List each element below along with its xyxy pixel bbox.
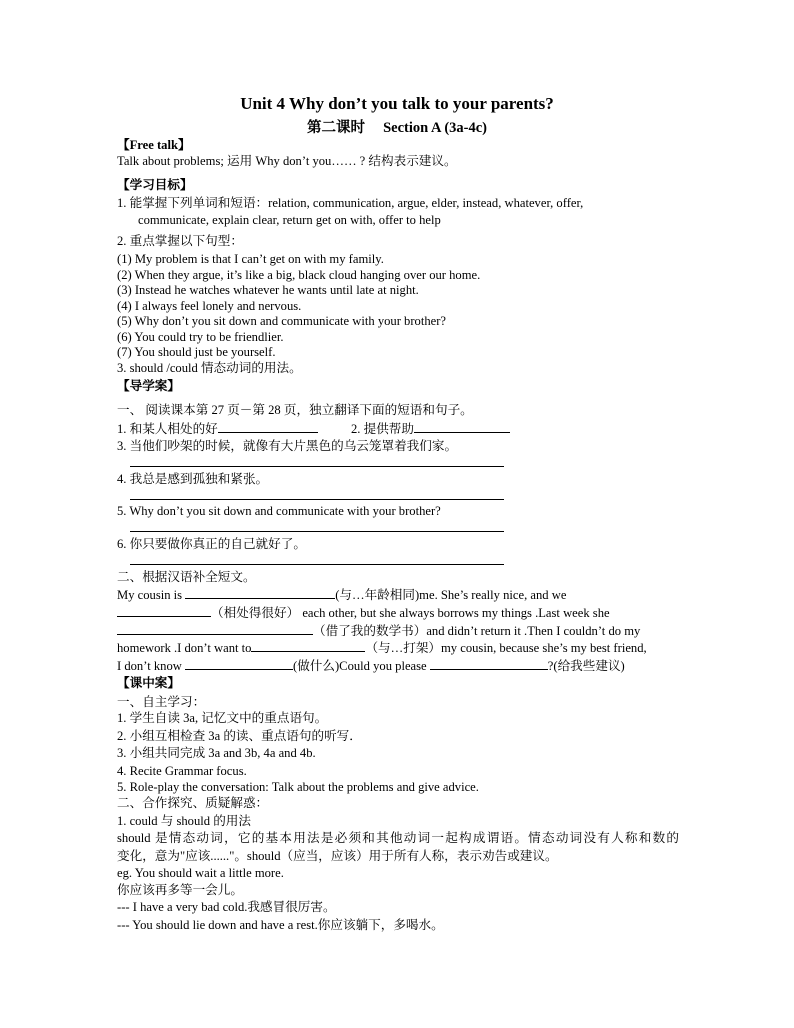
answer-line[interactable] [130, 499, 504, 500]
page-title: Unit 4 Why don’t you talk to your parents? [240, 94, 554, 113]
free-talk-line: Talk about problems; 运用 Why don’t you…… ? 结构表示建议。 [117, 154, 457, 168]
goals-item3: 3. should /could 情态动词的用法。 [117, 361, 302, 375]
guide-heading: 【导学案】 [117, 379, 180, 393]
passage-line-2 [117, 604, 610, 621]
class-step: 2. 小组互相检查 3a 的读、重点语句的听写． [117, 729, 362, 743]
sentence-item: (3) Instead he watches whatever he wants until late at night. [117, 283, 419, 297]
sentence-item: (6) You could try to be friendlier. [117, 330, 284, 344]
class-step: 5. Role-play the conversation: Talk about the problems and give advice. [117, 780, 479, 794]
goals-item2: 2. 重点掌握以下句型： [117, 234, 243, 248]
class-part1: 一、自主学习： [117, 695, 206, 709]
answer-blank[interactable] [185, 657, 293, 670]
passage-line-4 [117, 639, 647, 656]
goals-item1: 1. 能掌握下列单词和短语：relation, communication, argue, elder, instead, whatever, offer, [117, 196, 584, 210]
sentence-item: (2) When they argue, it’s like a big, black cloud hanging over our home. [117, 268, 481, 282]
answer-blank[interactable] [117, 622, 313, 635]
passage-line-5 [117, 657, 625, 674]
answer-line[interactable] [130, 564, 504, 565]
sentence-item: (4) I always feel lonely and nervous. [117, 299, 302, 313]
answer-blank[interactable] [414, 420, 510, 433]
class-c6: --- I have a very bad cold.我感冒很厉害。 [117, 900, 336, 914]
answer-blank[interactable] [430, 657, 548, 670]
guide-part1: 一、 阅读课本第 27 页－第 28 页，独立翻译下面的短语和句子。 [117, 403, 473, 417]
page-subtitle: 第二课时 Section A (3a-4c) [306, 120, 488, 136]
class-step: 4. Recite Grammar focus. [117, 764, 247, 778]
class-c7: --- You should lie down and have a rest.你应该躺下，多喝水。 [117, 918, 444, 932]
passage-text: (与…年龄相同)me. She’s really nice, and we [335, 588, 567, 602]
guide-q1-text: 1. 和某人相处的好 [117, 422, 218, 436]
class-c2: should 是情态动词，它的基本用法是必须和其他动词一起构成谓语。情态动词没有人称和数的 [117, 831, 679, 845]
answer-blank[interactable] [117, 604, 211, 617]
answer-blank[interactable] [251, 639, 365, 652]
guide-q1 [117, 420, 318, 437]
passage-line-1 [117, 586, 566, 603]
guide-q2-text: 2. 提供帮助 [351, 422, 414, 436]
passage-text: each other, but she always borrows my things .Last week she [302, 606, 610, 620]
class-heading: 【课中案】 [117, 676, 180, 690]
passage-text: My cousin is [117, 588, 183, 602]
passage-text: （借了我的数学书）and didn’t return it .Then I couldn’t do my [313, 624, 641, 638]
sentence-item: (7) You should just be yourself. [117, 345, 276, 359]
answer-blank[interactable] [185, 586, 335, 599]
goals-heading: 【学习目标】 [117, 178, 193, 192]
passage-text: ?(给我些建议) [547, 659, 625, 673]
class-c5: 你应该再多等一会儿。 [117, 883, 243, 897]
passage-text: （相处得很好） [211, 606, 300, 620]
class-part2: 二、合作探究、质疑解惑： [117, 796, 269, 810]
answer-blank[interactable] [218, 420, 318, 433]
guide-part2: 二、根据汉语补全短文。 [117, 570, 256, 584]
passage-line-3 [117, 622, 640, 639]
passage-text: I don’t know [117, 659, 182, 673]
passage-text: (做什么)Could you please [293, 659, 427, 673]
passage-text: （与…打架）my cousin, because she’s my best friend, [365, 641, 647, 655]
class-c1: 1. could 与 should 的用法 [117, 814, 251, 828]
answer-line[interactable] [130, 466, 504, 467]
guide-q6: 6. 你只要做你真正的自己就好了。 [117, 537, 306, 551]
guide-q3: 3. 当他们吵架的时候，就像有大片黑色的乌云笼罩着我们家。 [117, 439, 458, 453]
class-c4: eg. You should wait a little more. [117, 866, 284, 880]
sentence-item: (1) My problem is that I can’t get on with my family. [117, 252, 384, 266]
sentence-item: (5) Why don’t you sit down and communicate with your brother? [117, 314, 447, 328]
goals-item1-cont: communicate, explain clear, return get on with, offer to help [138, 213, 441, 227]
class-c3: 变化，意为"应该......"。should（应当，应该）用于所有人称，表示劝告或建议。 [117, 849, 558, 863]
answer-line[interactable] [130, 531, 504, 532]
class-step: 1. 学生自读 3a, 记忆文中的重点语句。 [117, 711, 328, 725]
free-talk-heading: 【Free talk】 [117, 138, 191, 152]
passage-text: homework .I don’t want to [117, 641, 252, 655]
class-step: 3. 小组共同完成 3a and 3b, 4a and 4b. [117, 746, 316, 760]
guide-q2 [351, 420, 510, 437]
guide-q5: 5. Why don’t you sit down and communicate with your brother? [117, 504, 441, 518]
guide-q4: 4. 我总是感到孤独和紧张。 [117, 472, 269, 486]
